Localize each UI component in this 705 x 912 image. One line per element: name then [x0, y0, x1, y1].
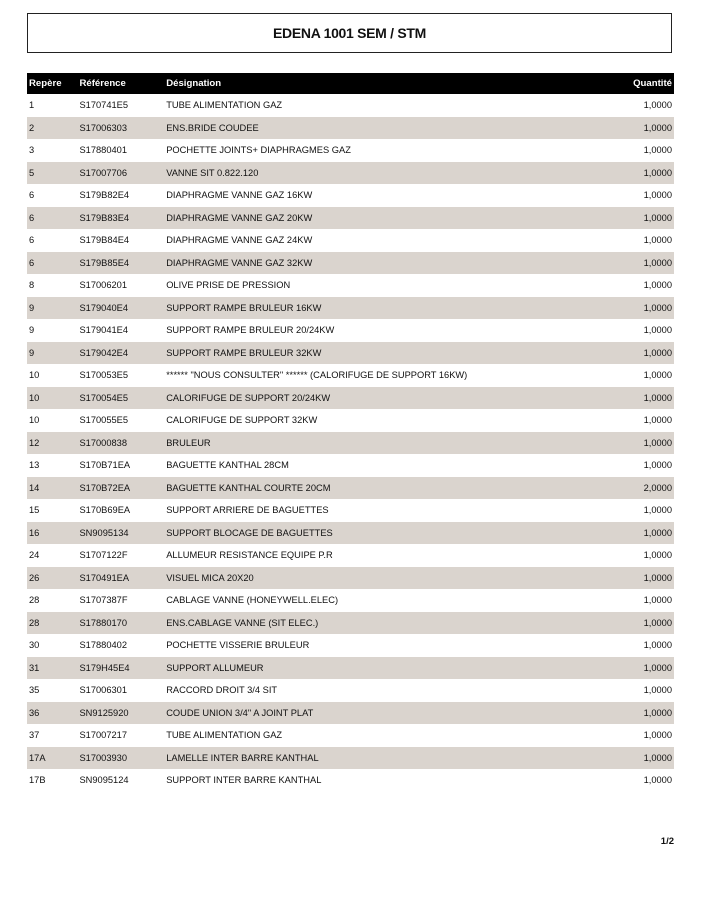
cell-repere: 6 [29, 190, 35, 201]
cell-quantite: 1,0000 [643, 752, 672, 763]
table-row [27, 117, 674, 140]
cell-quantite: 1,0000 [643, 572, 672, 583]
cell-designation: LAMELLE INTER BARRE KANTHAL [166, 752, 319, 763]
table-row [27, 522, 674, 545]
cell-reference: S1707387F [79, 595, 128, 606]
table-row [27, 319, 674, 342]
cell-reference: S17006301 [79, 685, 128, 696]
table-row [27, 724, 674, 747]
cell-designation: VANNE SIT 0.822.120 [166, 167, 259, 178]
cell-designation: RACCORD DROIT 3/4 SIT [166, 685, 278, 696]
cell-designation: DIAPHRAGME VANNE GAZ 24KW [166, 235, 313, 246]
table-row [27, 769, 674, 792]
cell-reference: S17007217 [79, 730, 128, 741]
cell-reference: SN9095124 [79, 775, 129, 786]
cell-reference: S17007706 [79, 167, 128, 178]
cell-designation: BAGUETTE KANTHAL 28CM [166, 460, 289, 471]
cell-reference: S17006201 [79, 280, 128, 291]
table-body [27, 94, 674, 792]
cell-reference: S17880170 [79, 617, 128, 628]
cell-repere: 16 [29, 527, 40, 538]
cell-repere: 9 [29, 325, 35, 336]
table-row [27, 657, 674, 680]
cell-reference: S170053E5 [79, 370, 129, 381]
cell-reference: S179B85E4 [79, 257, 130, 268]
cell-repere: 12 [29, 437, 40, 448]
cell-repere: 28 [29, 617, 40, 628]
cell-repere: 10 [29, 370, 40, 381]
cell-repere: 17B [29, 775, 46, 786]
cell-repere: 9 [29, 347, 35, 358]
table-row [27, 702, 674, 725]
cell-designation: SUPPORT INTER BARRE KANTHAL [166, 775, 322, 786]
cell-quantite: 1,0000 [643, 325, 672, 336]
cell-designation: CABLAGE VANNE (HONEYWELL.ELEC) [166, 595, 339, 606]
table-row [27, 274, 674, 297]
document-title: EDENA 1001 SEM / STM [273, 25, 426, 41]
table-row [27, 544, 674, 567]
cell-designation: ENS.BRIDE COUDEE [166, 122, 259, 133]
cell-reference: S170B71EA [79, 460, 131, 471]
cell-designation: ALLUMEUR RESISTANCE EQUIPE P.R [166, 550, 333, 561]
cell-repere: 13 [29, 460, 40, 471]
cell-designation: CALORIFUGE DE SUPPORT 32KW [166, 415, 318, 426]
cell-quantite: 1,0000 [643, 415, 672, 426]
cell-repere: 30 [29, 640, 40, 651]
cell-repere: 10 [29, 392, 40, 403]
cell-designation: OLIVE PRISE DE PRESSION [166, 280, 291, 291]
cell-reference: SN9125920 [79, 707, 129, 718]
cell-designation: DIAPHRAGME VANNE GAZ 32KW [166, 257, 313, 268]
cell-quantite: 1,0000 [643, 460, 672, 471]
parts-table [27, 73, 674, 792]
cell-quantite: 1,0000 [643, 392, 672, 403]
cell-quantite: 1,0000 [643, 347, 672, 358]
cell-reference: S170741E5 [79, 100, 129, 111]
table-row [27, 207, 674, 230]
table-row [27, 364, 674, 387]
cell-designation: SUPPORT BLOCAGE DE BAGUETTES [166, 527, 333, 538]
cell-repere: 37 [29, 730, 40, 741]
cell-quantite: 1,0000 [643, 145, 672, 156]
cell-reference: S170054E5 [79, 392, 129, 403]
cell-repere: 6 [29, 257, 35, 268]
cell-repere: 3 [29, 145, 35, 156]
header-repere: Repère [29, 78, 62, 89]
cell-repere: 2 [29, 122, 35, 133]
table-row [27, 94, 674, 117]
cell-quantite: 1,0000 [643, 685, 672, 696]
cell-designation: SUPPORT ARRIERE DE BAGUETTES [166, 505, 329, 516]
cell-designation: SUPPORT RAMPE BRULEUR 20/24KW [166, 325, 335, 336]
cell-reference: S179H45E4 [79, 662, 130, 673]
cell-repere: 17A [29, 752, 46, 763]
table-row [27, 477, 674, 500]
cell-reference: S17003930 [79, 752, 128, 763]
cell-designation: POCHETTE JOINTS+ DIAPHRAGMES GAZ [166, 145, 351, 156]
cell-repere: 24 [29, 550, 40, 561]
cell-repere: 28 [29, 595, 40, 606]
cell-quantite: 1,0000 [643, 302, 672, 313]
cell-quantite: 1,0000 [643, 190, 672, 201]
cell-reference: S17006303 [79, 122, 128, 133]
cell-reference: S170B72EA [79, 482, 131, 493]
header-reference: Référence [79, 78, 126, 89]
cell-quantite: 1,0000 [643, 662, 672, 673]
cell-reference: S17880401 [79, 145, 128, 156]
table-row [27, 387, 674, 410]
cell-reference: S170491EA [79, 572, 130, 583]
cell-repere: 15 [29, 505, 40, 516]
cell-quantite: 1,0000 [643, 100, 672, 111]
cell-reference: S17000838 [79, 437, 128, 448]
cell-designation: CALORIFUGE DE SUPPORT 20/24KW [166, 392, 331, 403]
cell-quantite: 1,0000 [643, 775, 672, 786]
table-row [27, 229, 674, 252]
cell-quantite: 1,0000 [643, 437, 672, 448]
table-row [27, 499, 674, 522]
cell-quantite: 1,0000 [643, 640, 672, 651]
cell-repere: 26 [29, 572, 40, 583]
cell-designation: SUPPORT RAMPE BRULEUR 16KW [166, 302, 322, 313]
cell-designation: BAGUETTE KANTHAL COURTE 20CM [166, 482, 331, 493]
cell-repere: 5 [29, 167, 35, 178]
cell-repere: 14 [29, 482, 40, 493]
cell-designation: DIAPHRAGME VANNE GAZ 16KW [166, 190, 313, 201]
table-row [27, 342, 674, 365]
cell-reference: S179B83E4 [79, 212, 130, 223]
cell-designation: ENS.CABLAGE VANNE (SIT ELEC.) [166, 617, 319, 628]
header-quantite: Quantité [633, 78, 672, 89]
cell-quantite: 1,0000 [643, 707, 672, 718]
cell-repere: 9 [29, 302, 35, 313]
cell-repere: 6 [29, 212, 35, 223]
cell-repere: 8 [29, 280, 35, 291]
table-row [27, 589, 674, 612]
cell-reference: S170055E5 [79, 415, 129, 426]
cell-quantite: 1,0000 [643, 617, 672, 628]
cell-quantite: 1,0000 [643, 122, 672, 133]
table-row [27, 184, 674, 207]
cell-designation: SUPPORT ALLUMEUR [166, 662, 264, 673]
table-row [27, 747, 674, 770]
cell-designation: DIAPHRAGME VANNE GAZ 20KW [166, 212, 313, 223]
table-row [27, 567, 674, 590]
cell-quantite: 1,0000 [643, 370, 672, 381]
cell-designation: COUDE UNION 3/4" A JOINT PLAT [166, 707, 314, 718]
table-header [27, 73, 674, 94]
table-row [27, 634, 674, 657]
cell-repere: 6 [29, 235, 35, 246]
cell-quantite: 2,0000 [643, 482, 672, 493]
cell-repere: 31 [29, 662, 40, 673]
cell-repere: 1 [29, 100, 35, 111]
cell-reference: S1707122F [79, 550, 128, 561]
cell-reference: S179042E4 [79, 347, 129, 358]
header-designation: Désignation [166, 78, 222, 89]
cell-designation: SUPPORT RAMPE BRULEUR 32KW [166, 347, 322, 358]
table-row [27, 454, 674, 477]
title-box [27, 13, 672, 53]
table-row [27, 409, 674, 432]
cell-reference: S179B84E4 [79, 235, 130, 246]
cell-reference: S179041E4 [79, 325, 129, 336]
page-number: 1/2 [660, 836, 674, 847]
cell-quantite: 1,0000 [643, 280, 672, 291]
cell-designation: TUBE ALIMENTATION GAZ [166, 730, 283, 741]
table-row [27, 297, 674, 320]
cell-quantite: 1,0000 [643, 730, 672, 741]
cell-reference: S17880402 [79, 640, 128, 651]
cell-designation: TUBE ALIMENTATION GAZ [166, 100, 283, 111]
table-row [27, 679, 674, 702]
cell-repere: 35 [29, 685, 40, 696]
table-row [27, 139, 674, 162]
cell-quantite: 1,0000 [643, 595, 672, 606]
cell-repere: 36 [29, 707, 40, 718]
cell-quantite: 1,0000 [643, 257, 672, 268]
cell-reference: S179040E4 [79, 302, 129, 313]
table-row [27, 612, 674, 635]
cell-quantite: 1,0000 [643, 235, 672, 246]
cell-designation: VISUEL MICA 20X20 [166, 572, 254, 583]
cell-reference: SN9095134 [79, 527, 129, 538]
header-row [27, 73, 674, 94]
table-row [27, 432, 674, 455]
cell-reference: S170B69EA [79, 505, 131, 516]
cell-quantite: 1,0000 [643, 167, 672, 178]
cell-quantite: 1,0000 [643, 505, 672, 516]
cell-designation: BRULEUR [166, 437, 211, 448]
cell-quantite: 1,0000 [643, 550, 672, 561]
cell-designation: POCHETTE VISSERIE BRULEUR [166, 640, 310, 651]
cell-quantite: 1,0000 [643, 212, 672, 223]
table-row [27, 252, 674, 275]
table-row [27, 162, 674, 185]
cell-reference: S179B82E4 [79, 190, 130, 201]
cell-repere: 10 [29, 415, 40, 426]
cell-quantite: 1,0000 [643, 527, 672, 538]
cell-designation: ****** "NOUS CONSULTER" ****** (CALORIFUGE DE SUPPORT 16KW) [166, 370, 468, 381]
